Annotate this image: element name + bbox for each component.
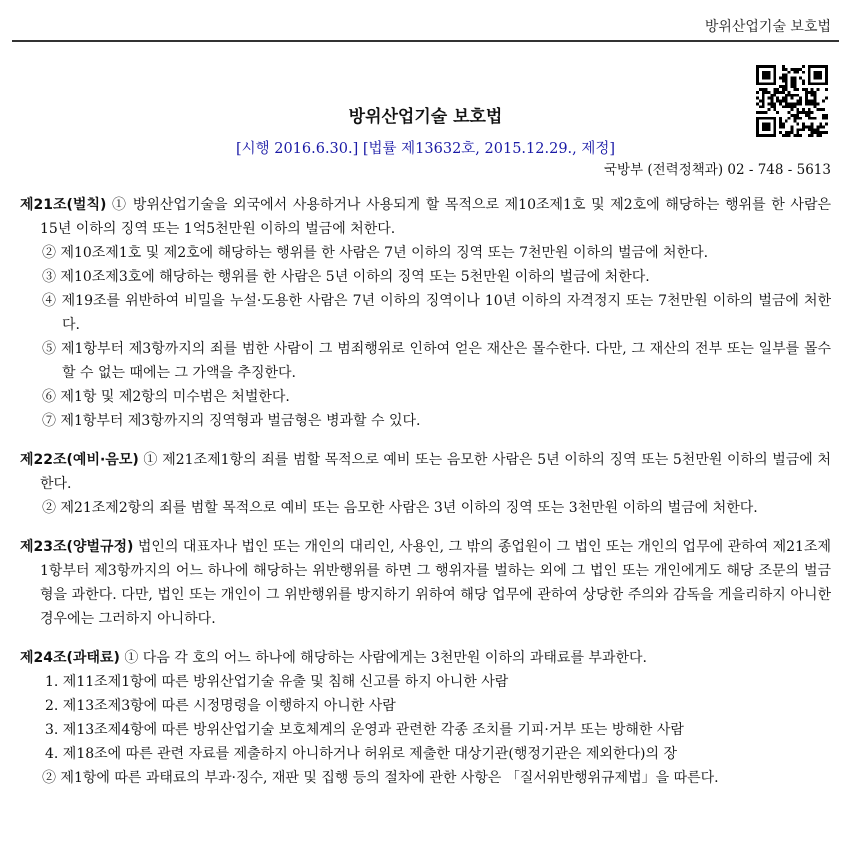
running-header-title: 방위산업기술 보호법 [704, 19, 831, 35]
article-21 [20, 193, 831, 433]
article-24 [20, 646, 831, 790]
article-paragraph: ② 제1항에 따른 과태료의 부과·징수, 재판 및 집행 등의 절차에 관한 사항은 「질서위반행위규제법」을 따른다. [42, 770, 719, 786]
article-paragraph: ⑤ 제1항부터 제3항까지의 죄를 범한 사람이 그 범죄행위로 인하여 얻은 재산은 몰수한다. 다만, 그 재산의 전부 또는 일부를 몰수할 수 없는 때에는 그 가액을 추징한다. [42, 341, 831, 381]
articles-body [20, 193, 831, 805]
article-paragraph [20, 448, 831, 496]
list-item: 1. 제11조제1항에 따른 방위산업기술 유출 및 침해 신고를 하지 아니한 사람 [45, 674, 509, 690]
article-heading: 제22조(예비·음모) [20, 452, 139, 468]
article-paragraph: ④ 제19조를 위반하여 비밀을 누설·도용한 사람은 7년 이하의 징역이나 10년 이하의 자격정지 또는 7천만원 이하의 벌금에 처한다. [42, 293, 831, 333]
article-22 [20, 448, 831, 520]
article-paragraph: ② 제21조제2항의 죄를 범할 목적으로 예비 또는 음모한 사람은 3년 이하의 징역 또는 3천만원 이하의 벌금에 처한다. [42, 500, 758, 516]
ministry-contact: 국방부 (전력정책과) 02 - 748 - 5613 [603, 162, 831, 178]
paragraph-text: ① 방위산업기술을 외국에서 사용하거나 사용되게 할 목적으로 제10조제1호 및 제2호에 해당하는 행위를 한 사람은 15년 이하의 징역 또는 1억5천만원 이하의 벌금에 처한다. [40, 197, 831, 237]
article-heading: 제21조(벌칙) [20, 197, 107, 213]
article-heading: 제24조(과태료) [20, 650, 120, 666]
article-paragraph: ⑥ 제1항 및 제2항의 미수범은 처벌한다. [42, 389, 290, 405]
document-title: 방위산업기술 보호법 [348, 107, 503, 127]
paragraph-text: ① 다음 각 호의 어느 하나에 해당하는 사람에게는 3천만원 이하의 과태료를 부과한다. [124, 650, 647, 666]
list-item: 3. 제13조제4항에 따른 방위산업기술 보호체계의 운영과 관련한 각종 조치를 기피·거부 또는 방해한 사람 [45, 722, 684, 738]
article-heading: 제23조(양벌규정) [20, 539, 134, 555]
header-divider [12, 40, 839, 42]
article-paragraph [20, 646, 831, 670]
list-item: 4. 제18조에 따른 관련 자료를 제출하지 아니하거나 허위로 제출한 대상기관(행정기관은 제외한다)의 장 [45, 746, 678, 762]
list-item: 2. 제13조제3항에 따른 시정명령을 이행하지 아니한 사람 [45, 698, 396, 714]
article-paragraph: ③ 제10조제3호에 해당하는 행위를 한 사람은 5년 이하의 징역 또는 5천만원 이하의 벌금에 처한다. [42, 269, 650, 285]
paragraph-text: 법인의 대표자나 법인 또는 개인의 대리인, 사용인, 그 밖의 종업원이 그 법인 또는 개인의 업무에 관하여 제21조제1항부터 제3항까지의 어느 하나에 해당하는 위반행위를 하면 그 행위자를 벌하는 외에 그 법인 또는 개인에게도 해당 조문의 벌금형을 과한다. 다만, 법인 또는 개인이 그 위반행위를 방지하기 위하여 해당 업무에 관하여 상당한 주의와 감독을 게을리하지 아니한 경우에는 그러하지 아니하다. [40, 539, 831, 627]
article-paragraph [20, 535, 831, 631]
article-paragraph [20, 193, 831, 241]
article-paragraph: ⑦ 제1항부터 제3항까지의 징역형과 벌금형은 병과할 수 있다. [42, 413, 421, 429]
article-paragraph: ② 제10조제1호 및 제2호에 해당하는 행위를 한 사람은 7년 이하의 징역 또는 7천만원 이하의 벌금에 처한다. [42, 245, 709, 261]
paragraph-text: ① 제21조제1항의 죄를 범할 목적으로 예비 또는 음모한 사람은 5년 이하의 징역 또는 5천만원 이하의 벌금에 처한다. [40, 452, 831, 492]
enforcement-info: [시행 2016.6.30.] [법률 제13632호, 2015.12.29., 제정] [235, 141, 616, 157]
article-23 [20, 535, 831, 631]
